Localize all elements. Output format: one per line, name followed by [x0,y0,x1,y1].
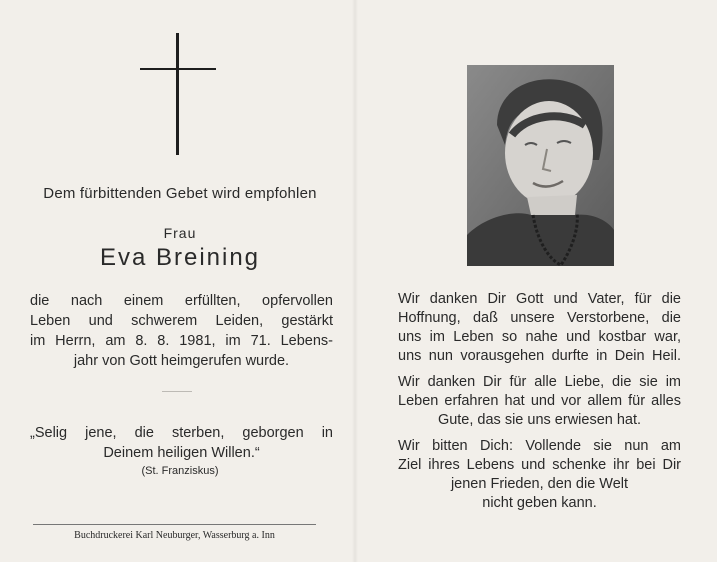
biography-line: die nach einem erfüllten, opfervollen [30,293,333,309]
deceased-name: Eva Breining [99,244,261,271]
intro-text: Dem fürbittenden Gebet wird empfohlen [43,185,317,202]
biography-line: Leben und schwerem Leiden, gestärkt [30,313,333,329]
salutation: Frau [163,225,197,241]
prayer-line: Gute, das sie uns erwiesen hat. [437,412,642,428]
biography-line: im Herrn, am 8. 8. 1981, im 71. Lebens- [30,333,333,349]
prayer-line: Wir danken Dir für alle Liebe, die sie im [398,374,681,390]
cross-icon [140,33,216,155]
cross-vertical-bar [176,33,179,155]
portrait-photo [467,65,614,266]
printer-credit: Buchdruckerei Karl Neuburger, Wasserburg a. Inn [74,530,275,541]
prayer-line: Wir bitten Dich: Vollende sie nun am [398,438,681,454]
short-divider [162,391,192,392]
prayer-line: Hoffnung, daß unsere Verstorbene, die [398,310,681,326]
prayer-line: Ziel ihres Lebens und schenke ihr bei Dir [398,457,681,473]
prayer-line: uns nun vorausgehen durfte in Dein Heil. [398,348,681,364]
prayer-line: nicht geben kann. [482,495,597,511]
quote-block [30,423,333,463]
prayer-text [398,290,681,513]
portrait-image [467,65,614,266]
card-fold [352,0,358,562]
paragraph-gap [398,430,681,437]
quote-line: Deinem heiligen Willen.“ [103,445,260,461]
biography-paragraph [30,291,333,371]
prayer-line: jenen Frieden, den die Welt [450,476,629,492]
prayer-line: Wir danken Dir Gott und Vater, für die [398,291,681,307]
prayer-line: Leben erfahren hat und vor allem für alles [398,393,681,409]
prayer-line: uns im Leben so nahe und kostbar war, [398,329,681,345]
quote-attribution: (St. Franziskus) [141,465,219,477]
biography-line: jahr von Gott heimgerufen wurde. [73,353,290,369]
cross-horizontal-bar [140,68,216,70]
paragraph-gap [398,366,681,373]
printer-divider [33,524,316,525]
quote-line: „Selig jene, die sterben, geborgen in [30,425,333,441]
